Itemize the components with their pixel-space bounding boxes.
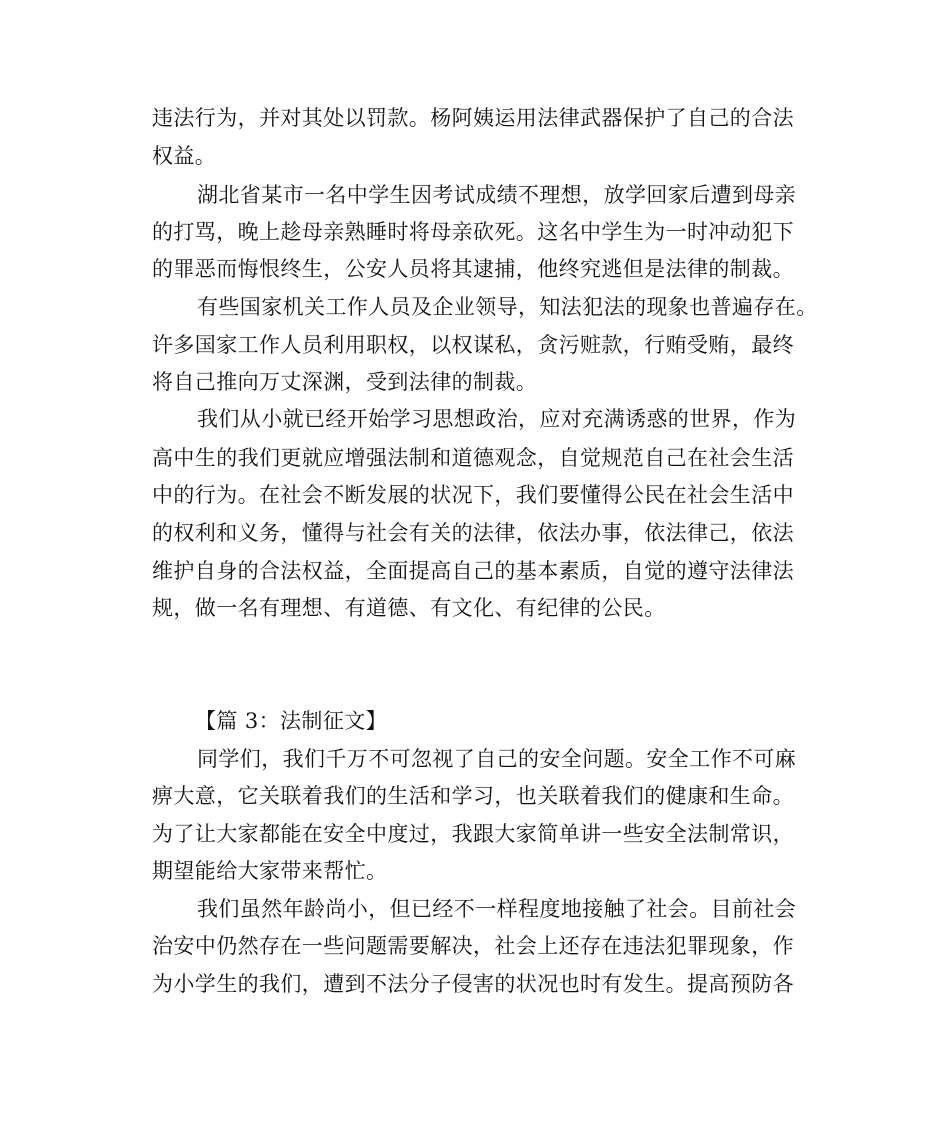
text-line: 维护自身的合法权益，全面提高自己的基本素质，自觉的遵守法律法 [152,559,794,583]
text-line: 的打骂，晚上趁母亲熟睡时将母亲砍死。这名中学生为一时冲动犯下 [152,220,794,244]
text-line: 有些国家机关工作人员及企业领导，知法犯法的现象也普遍存在。 [197,295,818,319]
text-line: 痹大意，它关联着我们的生活和学习，也关联着我们的健康和生命。 [152,784,794,808]
text-line: 许多国家工作人员利用职权，以权谋私，贪污赃款，行贿受贿，最终 [152,333,794,357]
section-heading: 【篇 3：法制征文】 [195,709,388,733]
text-line: 我们虽然年龄尚小，但已经不一样程度地接触了社会。目前社会 [197,897,797,921]
text-line: 的罪恶而悔恨终生，公安人员将其逮捕，他终究逃但是法律的制裁。 [152,257,794,281]
text-line: 湖北省某市一名中学生因考试成绩不理想，放学回家后遭到母亲 [197,183,797,207]
text-line: 规，做一名有理想、有道德、有文化、有纪律的公民。 [152,596,666,620]
text-line: 的权利和义务，懂得与社会有关的法律，依法办事，依法律己，依法 [152,521,794,545]
text-line: 同学们，我们千万不可忽视了自己的安全问题。安全工作不可麻 [197,747,797,771]
text-line: 治安中仍然存在一些问题需要解决，社会上还存在违法犯罪现象，作 [152,934,794,958]
text-line: 我们从小就已经开始学习思想政治，应对充满诱惑的世界，作为 [197,407,797,431]
text-line: 中的行为。在社会不断发展的状况下，我们要懂得公民在社会生活中 [152,483,794,507]
text-line: 为了让大家都能在安全中度过，我跟大家简单讲一些安全法制常识， [152,822,794,846]
text-line: 高中生的我们更就应增强法制和道德观念，自觉规范自己在社会生活 [152,446,794,470]
text-line: 为小学生的我们，遭到不法分子侵害的状况也时有发生。提高预防各 [152,972,794,996]
text-line: 将自己推向万丈深渊，受到法律的制裁。 [152,370,538,394]
text-line: 权益。 [152,144,217,168]
text-line: 违法行为，并对其处以罚款。杨阿姨运用法律武器保护了自己的合法 [152,106,794,130]
text-line: 期望能给大家带来帮忙。 [152,859,388,883]
